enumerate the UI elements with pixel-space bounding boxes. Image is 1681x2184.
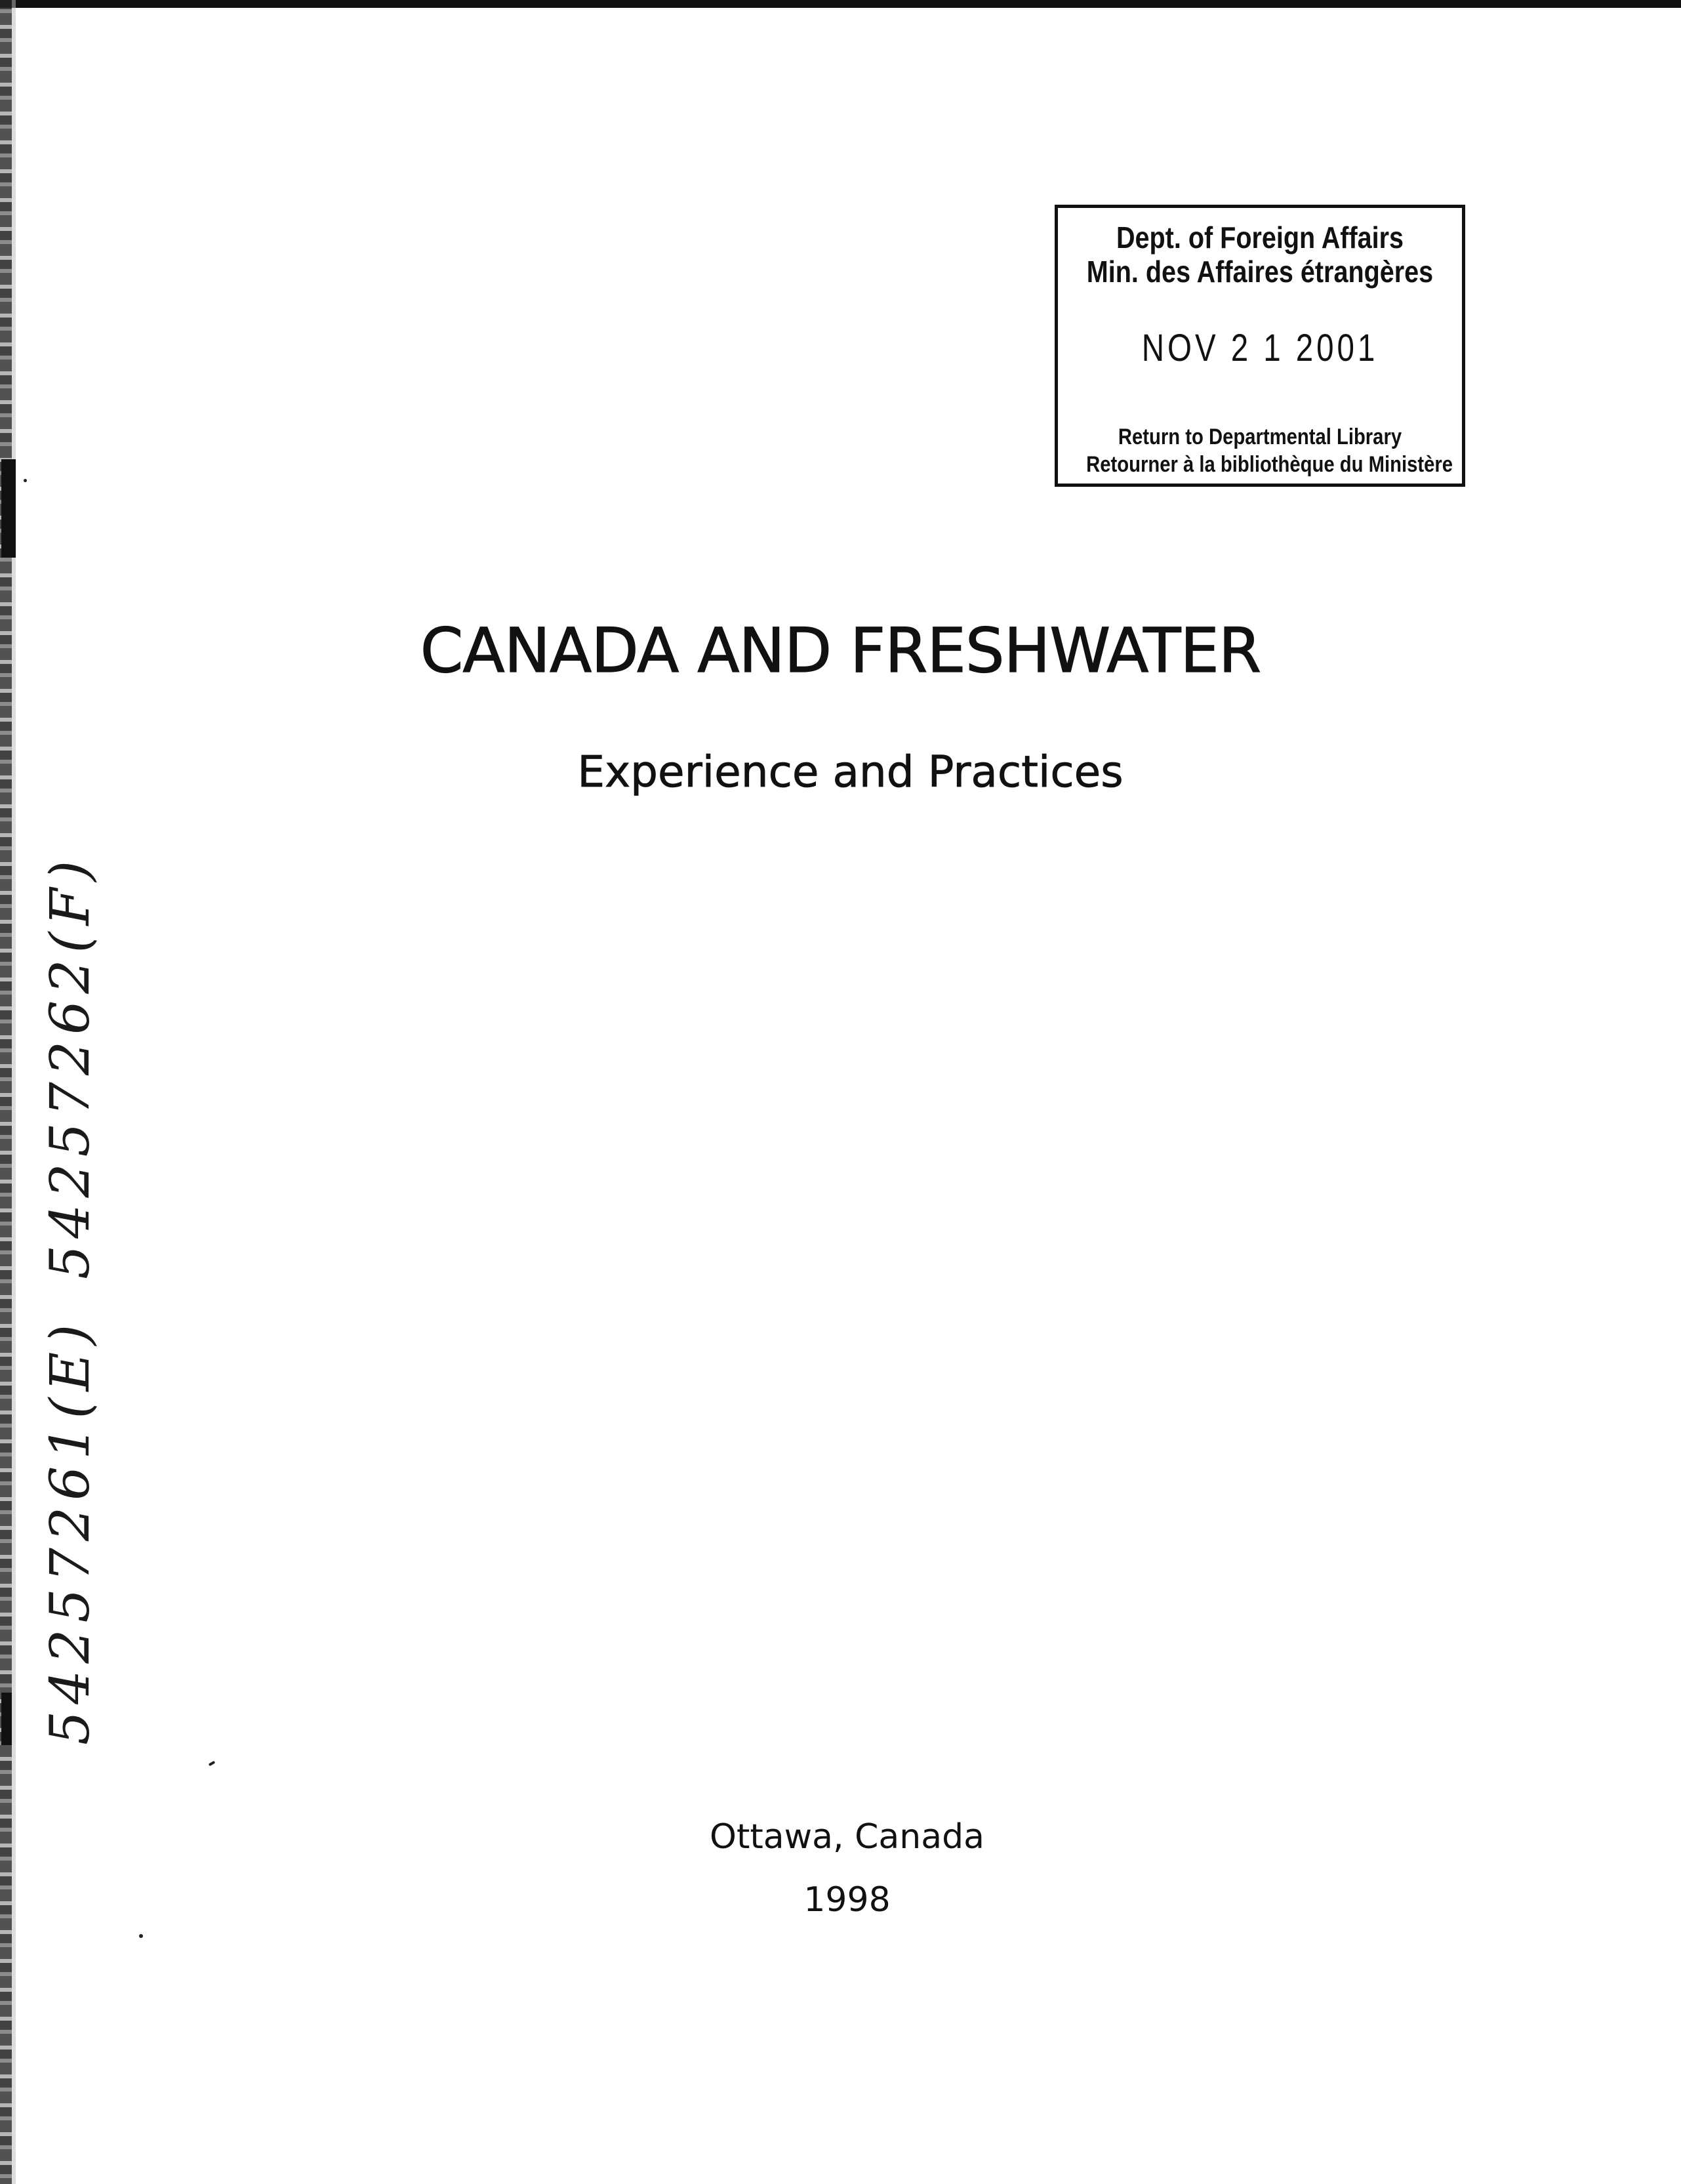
stamp-department-fr: Min. des Affaires étrangères — [1086, 255, 1434, 289]
scan-speck — [24, 479, 27, 482]
stamp-date: NOV 2 1 2001 — [1141, 327, 1379, 369]
document-title: CANADA AND FRESHWATER — [420, 615, 1261, 687]
stamp-return-fr: Retourner à la bibliothèque du Ministère — [1086, 452, 1453, 477]
publication-year: 1998 — [803, 1880, 891, 1920]
library-stamp — [1055, 205, 1465, 487]
scan-top-edge — [0, 0, 1681, 8]
stamp-department-en: Dept. of Foreign Affairs — [1116, 220, 1404, 255]
binding-clip-mark — [1, 1693, 12, 1745]
publication-place: Ottawa, Canada — [710, 1817, 984, 1857]
scan-speck — [209, 1761, 216, 1766]
scan-speck — [139, 1934, 143, 1938]
stamp-return-en: Return to Departmental Library — [1118, 424, 1402, 449]
handwritten-catalogue-number-1: 54257262(F) — [39, 854, 102, 1279]
binding-clip-mark — [1, 459, 16, 558]
handwritten-catalogue-number-2: 54257261(E) — [39, 1317, 102, 1745]
document-subtitle: Experience and Practices — [577, 747, 1124, 797]
